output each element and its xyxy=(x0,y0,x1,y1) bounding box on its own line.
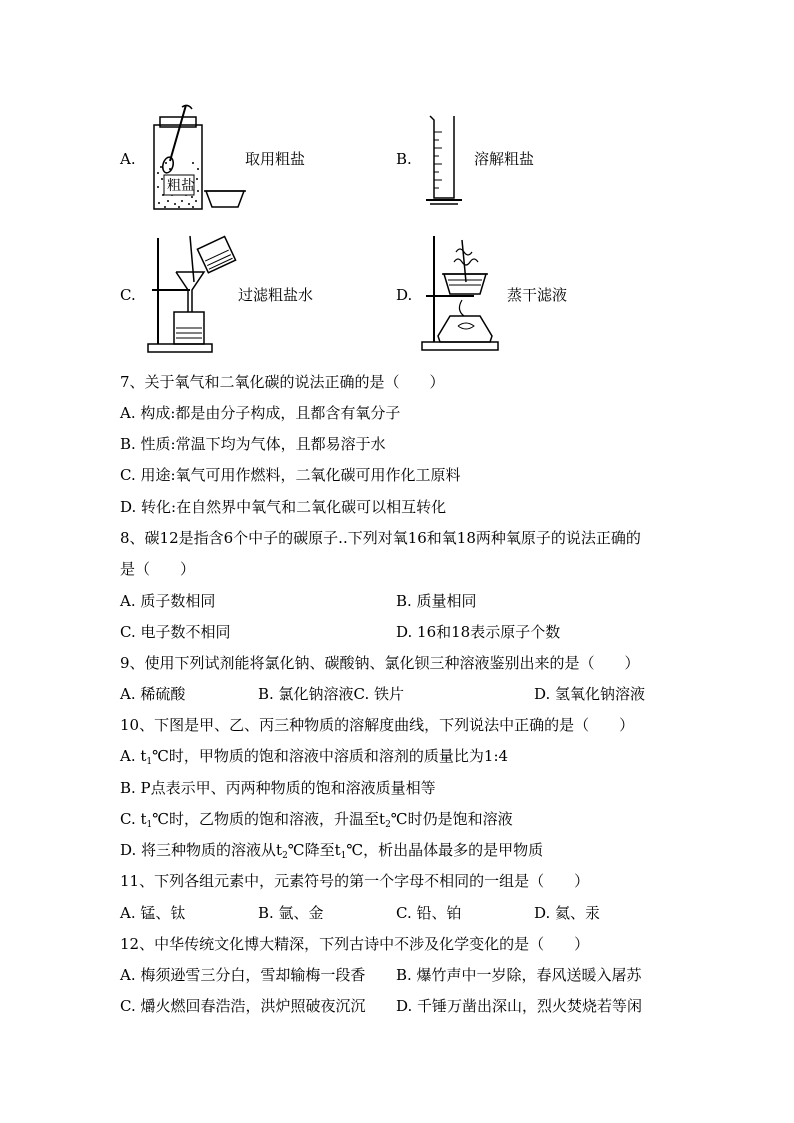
salt-jar-with-spoon-illustration xyxy=(148,103,248,215)
q10-d-pre: D. 将三种物质的溶液从t xyxy=(120,841,283,859)
q12-option-d[interactable]: D. 千锤万凿出深山，烈火焚烧若等闲 xyxy=(396,997,643,1015)
q11-option-d[interactable]: D. 氦、汞 xyxy=(534,904,601,922)
q11-stem: 11、下列各组元素中，元素符号的第一个字母不相同的一组是（ ） xyxy=(120,872,590,890)
option-b-caption: 溶解粗盐 xyxy=(474,150,535,168)
q10-a-pre: A. t xyxy=(120,747,147,765)
q10-option-b[interactable]: B. P点表示甲、丙两种物质的饱和溶液质量相等 xyxy=(120,779,436,797)
q12-option-a[interactable]: A. 梅须逊雪三分白，雪却输梅一段香 xyxy=(120,966,366,984)
q11-option-c[interactable]: C. 铅、铂 xyxy=(396,904,462,922)
q12-option-c[interactable]: C. 爝火燃回春浩浩，洪炉照破夜沉沉 xyxy=(120,997,366,1015)
q10-c-mid: ℃时，乙物质的饱和溶液，升温至t xyxy=(152,810,386,828)
q10-a-sub: 1 xyxy=(146,757,153,767)
q10-d-sub1: 2 xyxy=(282,851,288,861)
q7-stem: 7、关于氧气和二氧化碳的说法正确的是（ ） xyxy=(120,373,445,391)
q9-option-b-c[interactable]: B. 氯化钠溶液C. 铁片 xyxy=(258,685,405,703)
option-b-letter: B. xyxy=(396,150,412,168)
q9-option-a[interactable]: A. 稀硫酸 xyxy=(120,685,186,703)
option-d-caption: 蒸干滤液 xyxy=(507,286,568,304)
q12-stem: 12、中华传统文化博大精深，下列古诗中不涉及化学变化的是（ ） xyxy=(120,935,590,953)
q9-stem: 9、使用下列试剂能将氯化钠、碳酸钠、氯化钡三种溶液鉴别出来的是（ ） xyxy=(120,654,640,672)
evaporation-apparatus-illustration xyxy=(420,234,504,354)
q7-option-a[interactable]: A. 构成:都是由分子构成，且都含有氧分子 xyxy=(120,404,401,422)
q11-option-b[interactable]: B. 氩、金 xyxy=(258,904,324,922)
q7-option-d[interactable]: D. 转化:在自然界中氧气和二氧化碳可以相互转化 xyxy=(120,498,447,516)
q10-a-post: ℃时，甲物质的饱和溶液中溶质和溶剂的质量比为1:4 xyxy=(152,747,509,765)
q10-option-d[interactable] xyxy=(120,840,543,860)
q10-d-sub2: 1 xyxy=(340,851,347,861)
q10-c-sub2: 2 xyxy=(385,820,391,830)
option-a-caption: 取用粗盐 xyxy=(245,150,306,168)
graduated-cylinder-illustration xyxy=(424,112,464,208)
q8-option-b[interactable]: B. 质量相同 xyxy=(396,592,477,610)
q8-option-a[interactable]: A. 质子数相同 xyxy=(120,592,216,610)
q8-option-c[interactable]: C. 电子数不相同 xyxy=(120,623,231,641)
q9-option-d[interactable]: D. 氢氧化钠溶液 xyxy=(534,685,646,703)
option-c-letter: C. xyxy=(120,286,136,304)
option-a-letter: A. xyxy=(120,150,136,168)
q8-stem-line1: 8、碳12是指含6个中子的碳原子..下列对氧16和氧18两种氧原子的说法正确的 xyxy=(120,529,641,547)
q8-stem-line2: 是（ ） xyxy=(120,560,196,578)
q10-c-pre: C. t xyxy=(120,810,147,828)
q11-option-a[interactable]: A. 锰、钛 xyxy=(120,904,186,922)
jar-label: 粗盐 xyxy=(167,178,195,194)
q7-option-b[interactable]: B. 性质:常温下均为气体，且都易溶于水 xyxy=(120,435,386,453)
option-d-letter: D. xyxy=(396,286,413,304)
q8-option-d[interactable]: D. 16和18表示原子个数 xyxy=(396,623,561,641)
q10-option-a[interactable] xyxy=(120,746,508,766)
q12-option-b[interactable]: B. 爆竹声中一岁除，春风送暖入屠苏 xyxy=(396,966,642,984)
q7-option-c[interactable]: C. 用途:氧气可用作燃料，二氧化碳可用作化工原料 xyxy=(120,466,461,484)
filtration-apparatus-illustration xyxy=(146,232,238,356)
q10-d-post: ℃，析出晶体最多的是甲物质 xyxy=(346,841,544,859)
q10-stem: 10、下图是甲、乙、丙三种物质的溶解度曲线，下列说法中正确的是（ ） xyxy=(120,716,635,734)
q10-c-sub1: 1 xyxy=(146,820,153,830)
option-c-caption: 过滤粗盐水 xyxy=(238,286,314,304)
q10-option-c[interactable] xyxy=(120,809,513,829)
q10-c-post: ℃时仍是饱和溶液 xyxy=(390,810,513,828)
q10-d-mid: ℃降至t xyxy=(287,841,341,859)
